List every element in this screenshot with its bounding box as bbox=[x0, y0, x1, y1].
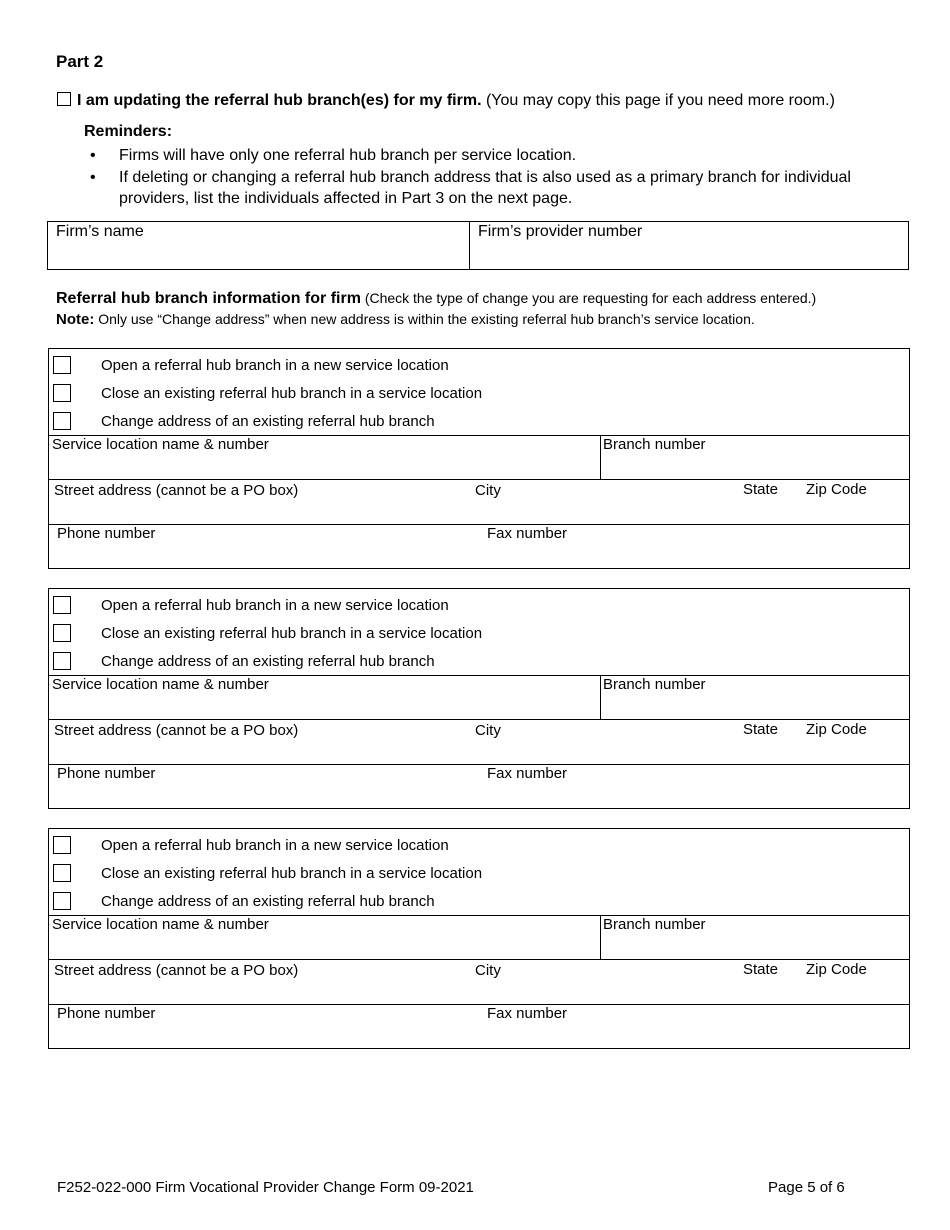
phone-number-label: Phone number bbox=[57, 765, 156, 782]
zip-code-label: Zip Code bbox=[806, 961, 867, 978]
reminders-title: Reminders: bbox=[84, 123, 173, 140]
reminders-list bbox=[90, 145, 870, 210]
divider bbox=[600, 915, 601, 959]
change-address-checkbox[interactable] bbox=[53, 412, 71, 430]
street-address-label: Street address (cannot be a PO box) bbox=[54, 962, 299, 979]
change-address-checkbox[interactable] bbox=[53, 892, 71, 910]
reminder-item: • If deleting or changing a referral hub branch address that is also used as a primary branch for individual providers, list the individuals affected in Part 3 on the next page. bbox=[90, 167, 870, 209]
close-branch-checkbox[interactable] bbox=[53, 864, 71, 882]
state-label: State bbox=[743, 481, 779, 498]
divider bbox=[49, 719, 909, 720]
open-branch-label: Open a referral hub branch in a new service location bbox=[101, 357, 449, 374]
open-branch-checkbox[interactable] bbox=[53, 356, 71, 374]
state-label: State bbox=[743, 961, 779, 978]
close-branch-label: Close an existing referral hub branch in a service location bbox=[101, 865, 483, 882]
branch-number-label: Branch number bbox=[603, 916, 706, 933]
note-label: Note: bbox=[56, 311, 95, 328]
branch-block-3 bbox=[48, 828, 910, 1049]
divider bbox=[600, 435, 601, 479]
divider bbox=[49, 1004, 909, 1005]
fax-number-label: Fax number bbox=[487, 1005, 568, 1022]
firm-provider-number-field[interactable] bbox=[470, 222, 908, 269]
close-branch-label: Close an existing referral hub branch in a service location bbox=[101, 385, 483, 402]
branch-number-label: Branch number bbox=[603, 676, 706, 693]
divider bbox=[49, 764, 909, 765]
reminder-item: • Firms will have only one referral hub branch per service location. bbox=[90, 145, 870, 166]
divider bbox=[49, 959, 909, 960]
update-firm-label: I am updating the referral hub branch(es) for my firm. bbox=[77, 92, 482, 109]
zip-code-label: Zip Code bbox=[806, 721, 867, 738]
footer-form-id: F252-022-000 Firm Vocational Provider Change Form 09-2021 bbox=[57, 1179, 474, 1196]
firm-name-field[interactable] bbox=[48, 222, 470, 269]
zip-code-label: Zip Code bbox=[806, 481, 867, 498]
hub-heading-note: (Check the type of change you are requesting for each address entered.) bbox=[364, 290, 817, 306]
branch-number-label: Branch number bbox=[603, 436, 706, 453]
divider bbox=[600, 675, 601, 719]
update-firm-checkbox[interactable] bbox=[57, 92, 71, 106]
update-firm-option bbox=[57, 92, 835, 110]
part-title: Part 2 bbox=[56, 52, 104, 71]
city-label: City bbox=[475, 962, 501, 979]
change-address-label: Change address of an existing referral hub branch bbox=[101, 413, 435, 430]
close-branch-label: Close an existing referral hub branch in a service location bbox=[101, 625, 483, 642]
open-branch-checkbox[interactable] bbox=[53, 836, 71, 854]
service-location-label: Service location name & number bbox=[52, 436, 269, 453]
city-label: City bbox=[475, 482, 501, 499]
change-address-label: Change address of an existing referral hub branch bbox=[101, 653, 435, 670]
branch-block-1 bbox=[48, 348, 910, 569]
footer-page-number: Page 5 of 6 bbox=[768, 1179, 845, 1196]
service-location-label: Service location name & number bbox=[52, 916, 269, 933]
update-firm-note: (You may copy this page if you need more room.) bbox=[485, 92, 835, 109]
open-branch-checkbox[interactable] bbox=[53, 596, 71, 614]
hub-section-heading bbox=[56, 290, 816, 308]
open-branch-label: Open a referral hub branch in a new service location bbox=[101, 837, 449, 854]
firm-info-table bbox=[47, 221, 909, 270]
open-branch-label: Open a referral hub branch in a new service location bbox=[101, 597, 449, 614]
fax-number-label: Fax number bbox=[487, 765, 568, 782]
note-text: Only use “Change address” when new address is within the existing referral hub branch’s service location. bbox=[98, 311, 755, 327]
hub-heading-bold: Referral hub branch information for firm bbox=[56, 290, 361, 307]
city-label: City bbox=[475, 722, 501, 739]
divider bbox=[49, 479, 909, 480]
state-label: State bbox=[743, 721, 779, 738]
phone-number-label: Phone number bbox=[57, 1005, 156, 1022]
service-location-label: Service location name & number bbox=[52, 676, 269, 693]
change-address-checkbox[interactable] bbox=[53, 652, 71, 670]
fax-number-label: Fax number bbox=[487, 525, 568, 542]
street-address-label: Street address (cannot be a PO box) bbox=[54, 722, 299, 739]
phone-number-label: Phone number bbox=[57, 525, 156, 542]
hub-section-note bbox=[56, 311, 755, 328]
branch-block-2 bbox=[48, 588, 910, 809]
close-branch-checkbox[interactable] bbox=[53, 384, 71, 402]
street-address-label: Street address (cannot be a PO box) bbox=[54, 482, 299, 499]
divider bbox=[49, 524, 909, 525]
firm-name-label: Firm’s name bbox=[56, 223, 144, 240]
change-address-label: Change address of an existing referral hub branch bbox=[101, 893, 435, 910]
firm-provider-number-label: Firm’s provider number bbox=[478, 223, 643, 240]
close-branch-checkbox[interactable] bbox=[53, 624, 71, 642]
